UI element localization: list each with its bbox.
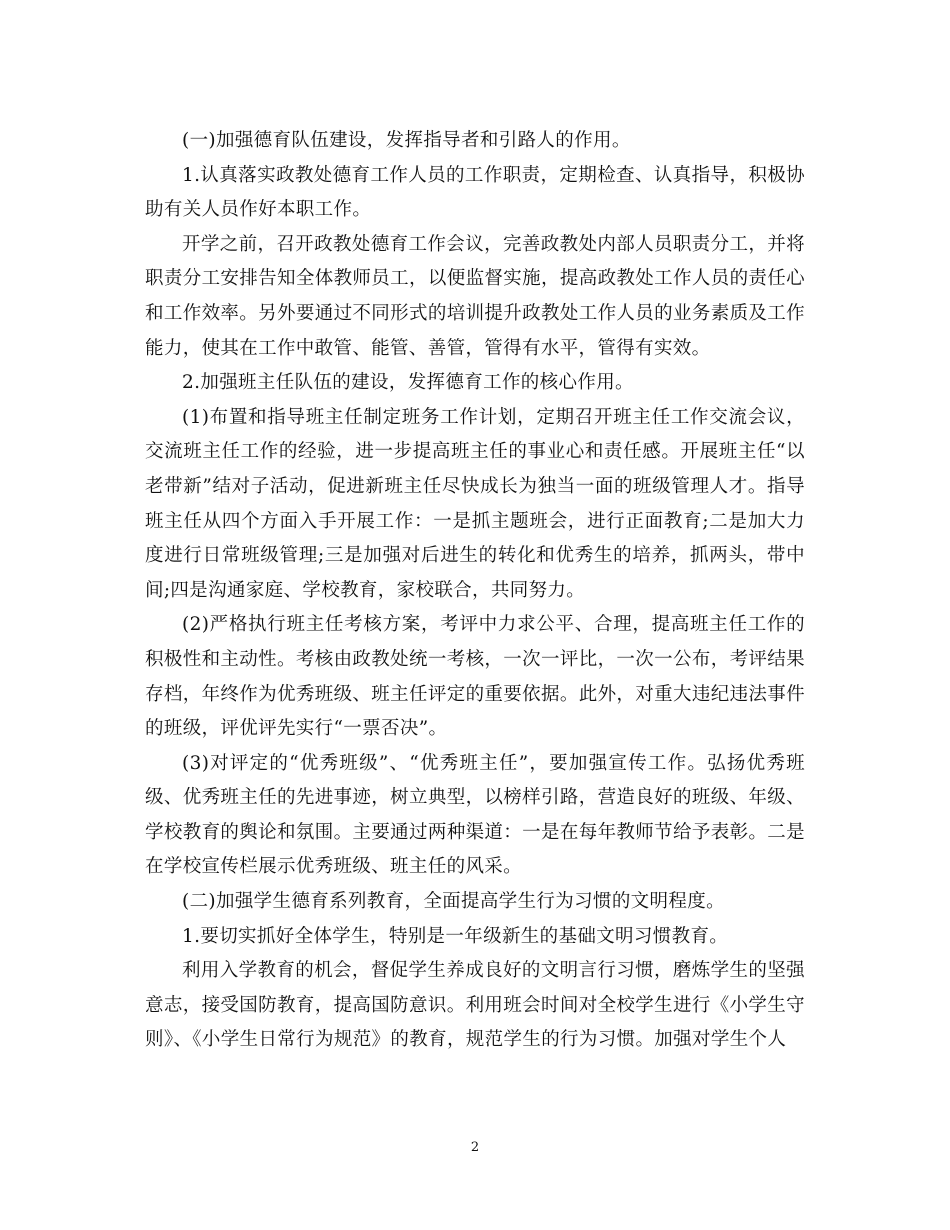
paragraph-8: (二)加强学生德育系列教育，全面提高学生行为习惯的文明程度。 [182,891,725,913]
paragraph-5: (1)布置和指导班主任制定班务工作计划，定期召开班主任工作交流会议，交流班主任工作的经验，进一步提高班主任的事业心和责任感。开展班主任“以老带新”结对子活动，促进新班主任尽快成长为独当一面的班级管理人才。指导班主任从四个方面入手开展工作：一是抓主题班会，进行正面教育;二是加大力度进行日常班级管理;三是加强对后进生的转化和优秀生的培养，抓两头，带中间;四是沟通家庭、学校教育，家校联合，共同努力。 [145,406,805,601]
paragraph-1: (一)加强德育队伍建设，发挥指导者和引路人的作用。 [182,130,631,151]
paragraph-10: 利用入学教育的机会，督促学生养成良好的文明言行习惯，磨炼学生的坚强意志，接受国防教育，提高国防意识。利用班会时间对全校学生进行《小学生守则》、《小学生日常行为规范》的教育，规范学生的行为习惯。加强对学生个人 [145,960,805,1051]
paragraph-2: 1.认真落实政教处德育工作人员的工作职责，定期检查、认真指导，积极协助有关人员作好本职工作。 [145,164,805,221]
paragraph-9: 1.要切实抓好全体学生，特别是一年级新生的基础文明习惯教育。 [182,925,729,947]
document-body [145,124,805,1058]
paragraph-6: (2)严格执行班主任考核方案，考评中力求公平、合理，提高班主任工作的积极性和主动性。考核由政教处统一考核，一次一评比，一次一公布，考评结果存档，年终作为优秀班级、班主任评定的重要依据。此外，对重大违纪违法事件的班级，评优评先实行“一票否决”。 [145,614,805,740]
paragraph-7: (3)对评定的“优秀班级”、“优秀班主任”，要加强宣传工作。弘扬优秀班级、优秀班主任的先进事迹，树立典型，以榜样引路，营造良好的班级、年级、学校教育的舆论和氛围。主要通过两种渠道：一是在每年教师节给予表彰。二是在学校宣传栏展示优秀班级、班主任的风采。 [145,752,805,878]
page-number: 2 [470,1140,480,1155]
paragraph-4: 2.加强班主任队伍的建设，发挥德育工作的核心作用。 [182,372,634,394]
paragraph-3: 开学之前，召开政教处德育工作会议，完善政教处内部人员职责分工，并将职责分工安排告知全体教师员工，以便监督实施，提高政教处工作人员的责任心和工作效率。另外要通过不同形式的培训提升政教处工作人员的业务素质及工作能力，使其在工作中敢管、能管、善管，管得有水平，管得有实效。 [145,233,805,359]
